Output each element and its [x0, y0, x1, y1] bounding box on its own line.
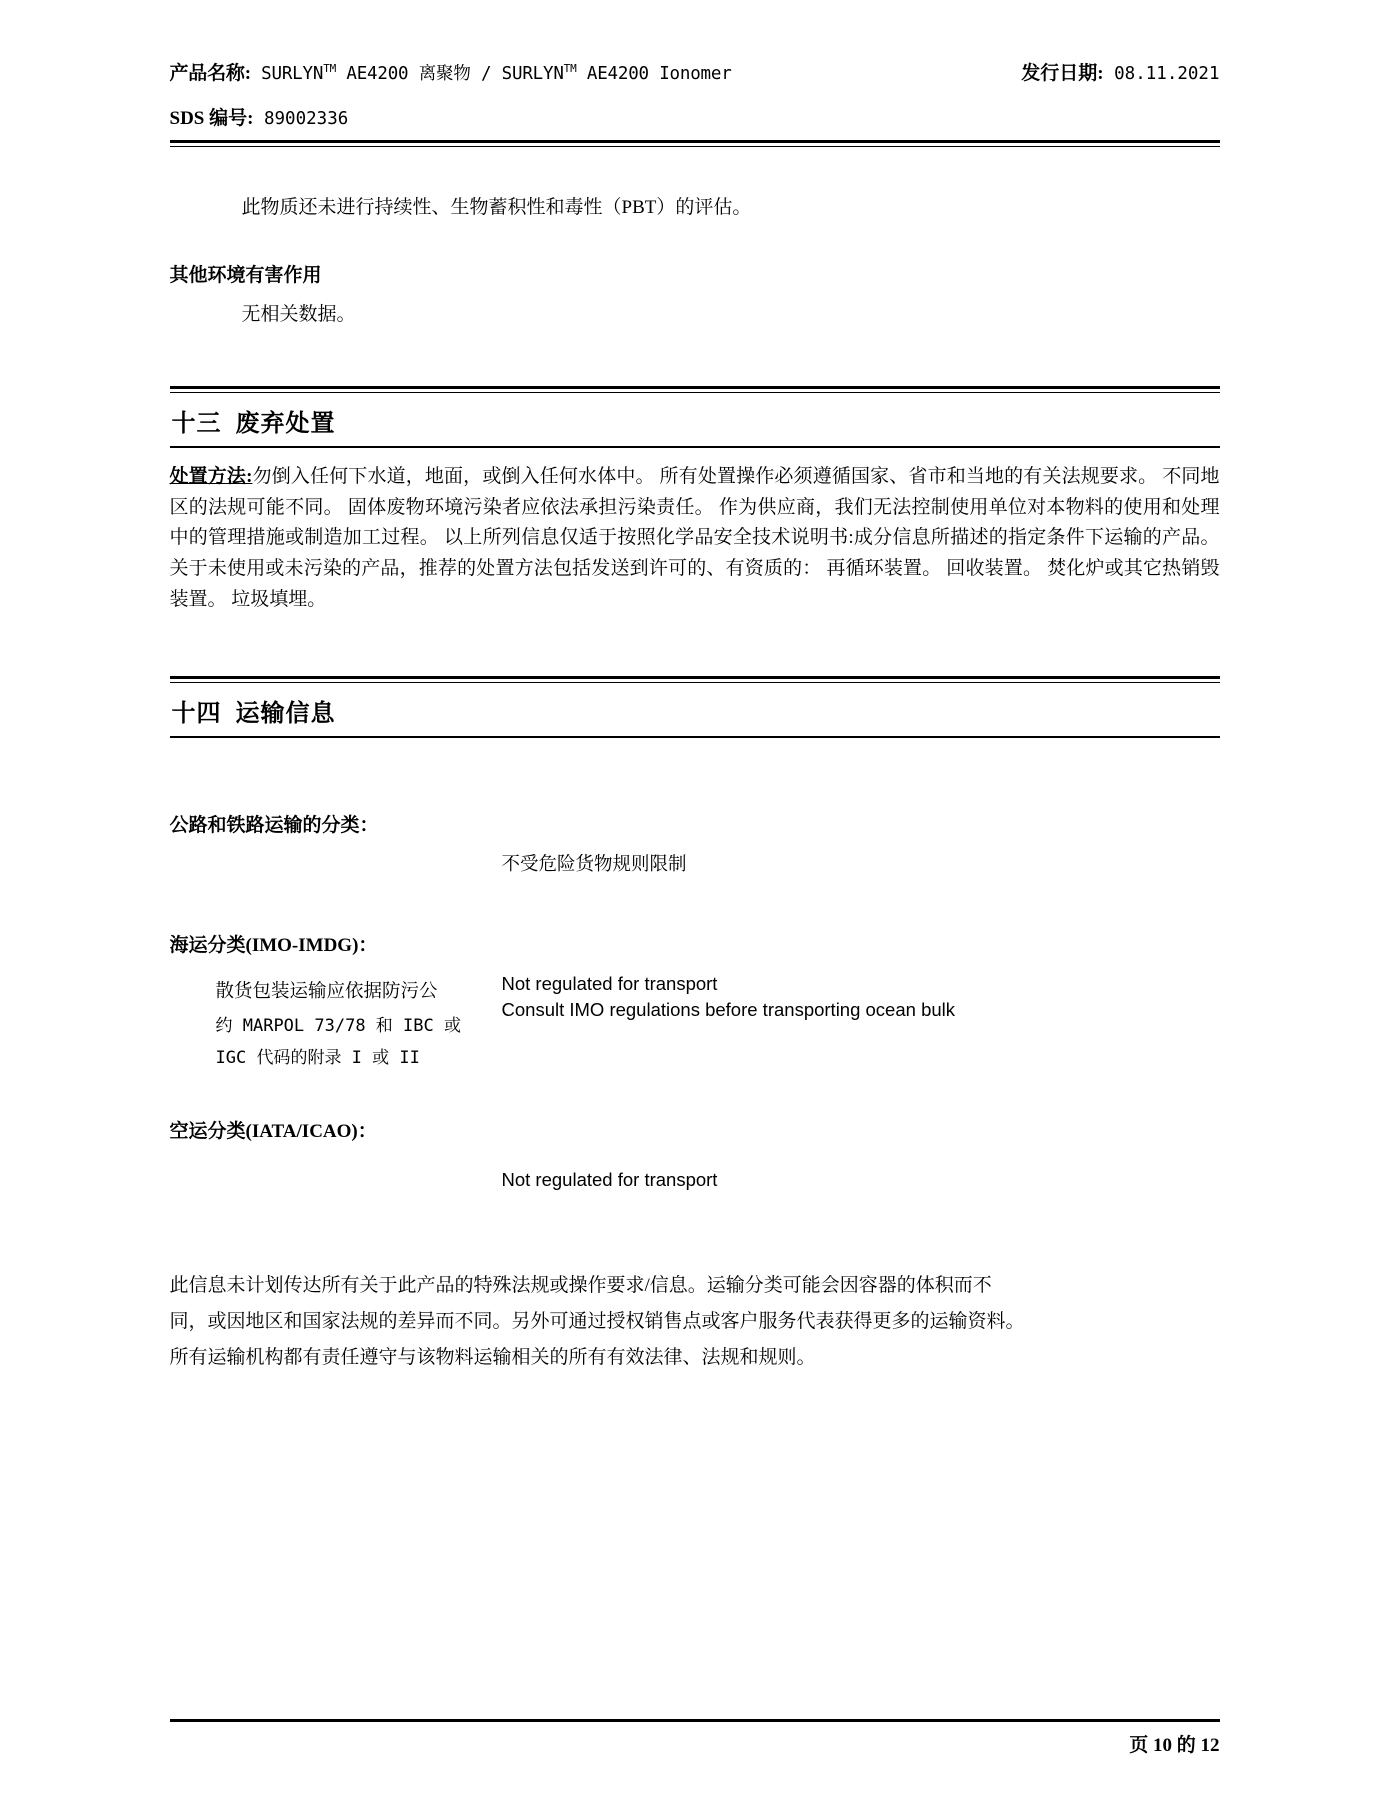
- road-rail-label: 公路和铁路运输的分类：: [169, 814, 379, 836]
- disposal-method-body: 勿倒入任何下水道，地面，或倒入任何水体中。 所有处置操作必须遵循国家、省市和当地的有关法规要求。 不同地区的法规可能不同。 固体废物环境污染者应依法承担污染责任。 作为供应商，我们无法控制使用单位对本物料的使用和处理中的管理措施或制造加工过程。 以上所列信息仅适于按照化学品安全技术说明书:成分信息所描述的指定条件下运输的产品。 关于未使用或未污染的产品，推荐的处置方法包括发送到许可的、有资质的： 再循环装置。 回收装置。 焚化炉或其它热销毁装置。 垃圾填埋。: [169, 465, 1220, 610]
- section-14-title-text: 运输信息: [235, 700, 336, 727]
- sea-note: [170, 969, 502, 1075]
- header-sds-label: SDS 编号:: [169, 107, 254, 129]
- page-number: 页 10 的 12: [1129, 1735, 1220, 1756]
- section-13-rule-top: [170, 386, 1220, 389]
- section-13-title-text: 废弃处置: [235, 410, 336, 437]
- header-issue-label: 发行日期:: [1021, 63, 1104, 84]
- sea-note-lines: [216, 975, 516, 1075]
- page-content: [170, 0, 1220, 1376]
- section-14-number: 十四: [171, 700, 222, 727]
- transport-disclaimer: [170, 1268, 1220, 1376]
- document-header: [170, 60, 1220, 89]
- header-rule-thick: [170, 140, 1220, 143]
- header-issue-value: 08.11.2021: [1114, 64, 1220, 84]
- other-effects-body: 无相关数据。: [241, 303, 356, 325]
- transport-disclaimer-line-2: 同，或因地区和国家法规的差异而不同。另外可通过授权销售点或客户服务代表获得更多的运输资料。: [169, 1311, 1025, 1333]
- transport-disclaimer-line-3: 所有运输机构都有责任遵守与该物料运输相关的所有有效法律、法规和规则。: [169, 1347, 816, 1369]
- header-issue-date: [1021, 60, 1219, 89]
- document-footer: [170, 1719, 1220, 1757]
- section-13-rule-bottom: [170, 446, 1220, 448]
- road-rail-block: [170, 810, 1220, 878]
- disposal-method-label: 处置方法:: [169, 465, 253, 487]
- pbt-paragraph: 此物质还未进行持续性、生物蓄积性和毒性（PBT）的评估。: [241, 196, 752, 218]
- header-product: [170, 60, 732, 89]
- sea-value-line-2: Consult IMO regulations before transporting ocean bulk: [501, 999, 956, 1021]
- header-product-trademark-1: TM: [323, 62, 337, 76]
- sea-note-line-2: 约 MARPOL 73/78 和 IBC 或: [215, 1015, 461, 1036]
- section-14-rule-top: [170, 676, 1220, 679]
- sea-value-line-1: Not regulated for transport: [501, 972, 718, 994]
- section-13-title: [170, 393, 1220, 446]
- road-rail-value: 不受危险货物规则限制: [501, 852, 687, 874]
- section-13: [170, 386, 1220, 616]
- other-effects-heading: 其他环境有害作用: [169, 264, 322, 286]
- header-rule-thin: [170, 146, 1220, 147]
- section-13-number: 十三: [171, 410, 222, 437]
- air-value: Not regulated for transport: [501, 1169, 718, 1191]
- sea-transport-block: [170, 930, 1220, 1075]
- header-product-name-mid: AE4200 离聚物 / SURLYN: [336, 64, 564, 84]
- header-product-trademark-2: TM: [563, 62, 577, 76]
- header-sds-value: 89002336: [263, 108, 349, 129]
- sea-label: 海运分类(IMO-IMDG)：: [169, 934, 378, 956]
- air-label: 空运分类(IATA/ICAO)：: [169, 1121, 377, 1143]
- header-product-name-suffix: AE4200 Ionomer: [576, 64, 732, 84]
- section-13-body: [170, 462, 1220, 616]
- sea-note-line-1: 散货包装运输应依据防污公: [215, 981, 438, 1002]
- header-product-name-prefix: SURLYN: [261, 64, 324, 84]
- air-transport-block: [170, 1116, 1220, 1194]
- transport-disclaimer-line-1: 此信息未计划传达所有关于此产品的特殊法规或操作要求/信息。运输分类可能会因容器的体积而不: [169, 1275, 992, 1297]
- header-sds: [170, 103, 1220, 130]
- section-14: [170, 676, 1220, 1377]
- sea-note-line-3: IGC 代码的附录 I 或 II: [215, 1048, 420, 1069]
- section-14-rule-bottom: [170, 736, 1220, 738]
- sea-values: [502, 969, 1220, 1025]
- section-14-title: [170, 683, 1220, 736]
- sea-row: [170, 969, 1220, 1075]
- header-product-label: 产品名称:: [169, 63, 251, 84]
